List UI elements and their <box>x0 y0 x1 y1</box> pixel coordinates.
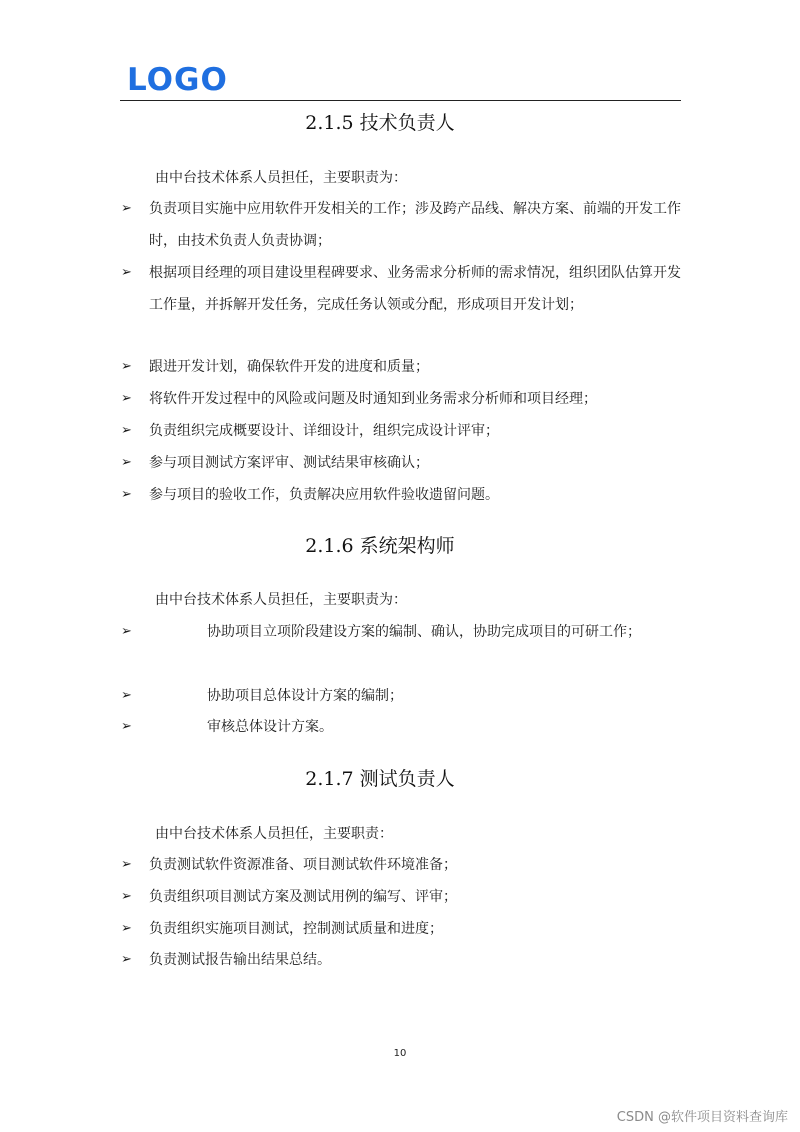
list-item: ➢ 协助项目总体设计方案的编制； <box>121 680 681 712</box>
list-item: ➢ 负责组织项目测试方案及测试用例的编写、评审； <box>121 881 681 913</box>
list-item: ➢ 跟进开发计划，确保软件开发的进度和质量； <box>121 351 681 383</box>
list-item: ➢ 负责组织完成概要设计、详细设计，组织完成设计评审； <box>121 415 681 447</box>
arrow-bullet-icon: ➢ <box>121 423 132 438</box>
list-item: ➢ 负责测试软件资源准备、项目测试软件环境准备； <box>121 849 681 881</box>
list-item: ➢ 负责项目实施中应用软件开发相关的工作；涉及跨产品线、解决方案、前端的开发工作时，由技术负责人负责协调； <box>121 193 681 257</box>
list-item: ➢ 根据项目经理的项目建设里程碑要求、业务需求分析师的需求情况，组织团队估算开发工作量，并拆解开发任务，完成任务认领或分配，形成项目开发计划； <box>121 257 681 321</box>
watermark: CSDN @软件项目资料查询库 <box>616 1110 788 1125</box>
list-item: ➢ 参与项目的验收工作，负责解决应用软件验收遗留问题。 <box>121 479 681 511</box>
list-item: ➢ 审核总体设计方案。 <box>121 711 681 743</box>
arrow-bullet-icon: ➢ <box>121 719 132 734</box>
section-heading-2-1-7: 2.1.7 测试负责人 <box>305 768 455 790</box>
arrow-bullet-icon: ➢ <box>121 889 132 904</box>
arrow-bullet-icon: ➢ <box>121 624 132 639</box>
arrow-bullet-icon: ➢ <box>121 688 132 703</box>
list-item: ➢ 将软件开发过程中的风险或问题及时通知到业务需求分析师和项目经理； <box>121 383 681 415</box>
arrow-bullet-icon: ➢ <box>121 201 132 216</box>
section-heading-2-1-6: 2.1.6 系统架构师 <box>305 535 455 557</box>
page-number: 10 <box>393 1048 407 1059</box>
arrow-bullet-icon: ➢ <box>121 359 132 374</box>
section-intro: 由中台技术体系人员担任，主要职责： <box>155 826 393 842</box>
section-intro: 由中台技术体系人员担任，主要职责为： <box>155 170 407 186</box>
list-item: ➢ 负责组织实施项目测试，控制测试质量和进度； <box>121 913 681 945</box>
section-heading-2-1-5: 2.1.5 技术负责人 <box>305 112 455 134</box>
list-item: ➢ 协助项目立项阶段建设方案的编制、确认，协助完成项目的可研工作； <box>121 616 681 648</box>
arrow-bullet-icon: ➢ <box>121 952 132 967</box>
list-item: ➢ 参与项目测试方案评审、测试结果审核确认； <box>121 447 681 479</box>
header-rule <box>120 100 681 101</box>
arrow-bullet-icon: ➢ <box>121 455 132 470</box>
arrow-bullet-icon: ➢ <box>121 487 132 502</box>
arrow-bullet-icon: ➢ <box>121 265 132 280</box>
logo: LOGO <box>127 62 228 98</box>
arrow-bullet-icon: ➢ <box>121 857 132 872</box>
arrow-bullet-icon: ➢ <box>121 391 132 406</box>
list-item: ➢ 负责测试报告输出结果总结。 <box>121 944 681 976</box>
section-intro: 由中台技术体系人员担任，主要职责为： <box>155 592 407 608</box>
arrow-bullet-icon: ➢ <box>121 921 132 936</box>
